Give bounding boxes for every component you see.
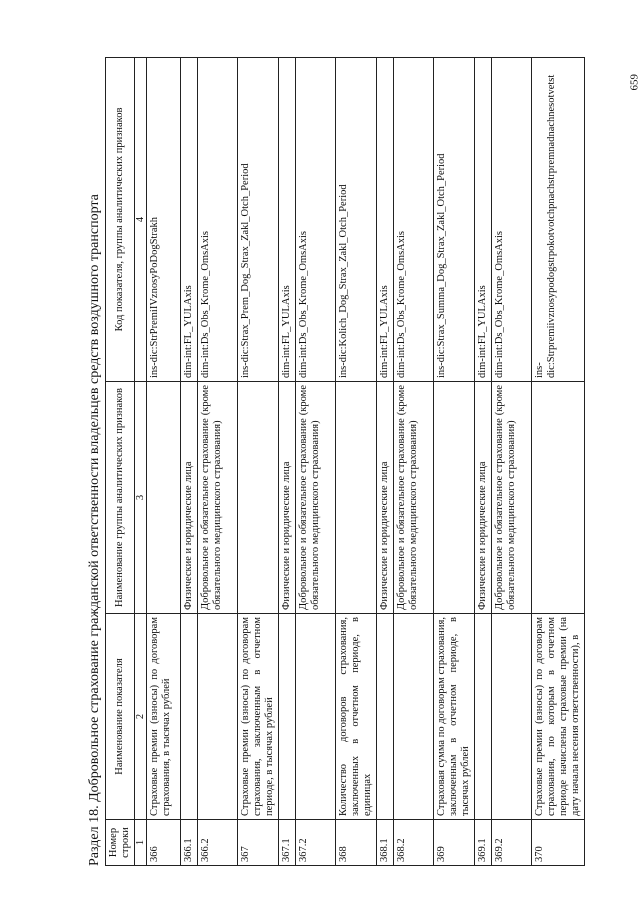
table-row — [492, 58, 532, 866]
row-number: 368.1 — [377, 820, 394, 866]
indicator-name: Страховая сумма по договорам страхования, заключенным в отчетном периоде, в тысячах рублей — [434, 614, 475, 820]
indicator-name — [377, 614, 394, 820]
table-row — [279, 58, 296, 866]
indicator-code: ins-dic:Strpremiivznosypodogstrpokotvotchpnachstrpremnadnachnesotvetst — [532, 58, 585, 382]
indicator-name: Страховые премии (взносы) по договорам страхования, заключенным в отчетном периоде, в тысячах рублей — [238, 614, 279, 820]
indicator-code: dim-int:FL_YULAxis — [181, 58, 198, 382]
header-group-name: Наименование группы аналитических признаков — [106, 382, 135, 614]
indicator-name — [492, 614, 532, 820]
indicator-code: ins-dic:Strax_Summa_Dog_Strax_Zakl_Otch_Period — [434, 58, 475, 382]
table-row — [296, 58, 336, 866]
indicator-code: ins-dic:StrPremiIVznosyPoDogStrakh — [147, 58, 181, 382]
document-sheet — [86, 58, 622, 866]
indicator-name — [296, 614, 336, 820]
indicator-name: Количество договоров страхования, заключенных в отчетном периоде, в единицах — [336, 614, 377, 820]
indicator-table — [105, 57, 585, 866]
row-number: 366.1 — [181, 820, 198, 866]
table-row — [181, 58, 198, 866]
header-code: Код показателя, группы аналитических признаков — [106, 58, 135, 382]
indicator-code: dim-int:Ds_Obs_Krome_OmsAxis — [296, 58, 336, 382]
indicator-name — [475, 614, 492, 820]
header-indicator-name: Наименование показателя — [106, 614, 135, 820]
group-name — [238, 382, 279, 614]
group-name: Добровольное и обязательное страхование (кроме обязательного медицинского страхования) — [296, 382, 336, 614]
indicator-code: ins-dic:Kolich_Dog_Strax_Zakl_Otch_Period — [336, 58, 377, 382]
group-name: Физические и юридические лица — [181, 382, 198, 614]
table-row — [434, 58, 475, 866]
group-name: Добровольное и обязательное страхование (кроме обязательного медицинского страхования) — [198, 382, 238, 614]
indicator-code: dim-int:Ds_Obs_Krome_OmsAxis — [394, 58, 434, 382]
group-name — [434, 382, 475, 614]
group-name: Добровольное и обязательное страхование (кроме обязательного медицинского страхования) — [492, 382, 532, 614]
indicator-code: ins-dic:Strax_Prem_Dog_Strax_Zakl_Otch_Period — [238, 58, 279, 382]
table-row — [377, 58, 394, 866]
column-number: 2 — [135, 614, 147, 820]
table-row — [336, 58, 377, 866]
row-number: 368.2 — [394, 820, 434, 866]
group-name: Физические и юридические лица — [475, 382, 492, 614]
indicator-name: Страховые премии (взносы) по договорам страхования, по которым в отчетном периоде начислены страховые премии (на дату начала несения ответственности), в — [532, 614, 585, 820]
indicator-code: dim-int:Ds_Obs_Krome_OmsAxis — [492, 58, 532, 382]
indicator-name — [394, 614, 434, 820]
group-name: Физические и юридические лица — [279, 382, 296, 614]
group-name: Физические и юридические лица — [377, 382, 394, 614]
indicator-code: dim-int:FL_YULAxis — [279, 58, 296, 382]
indicator-name — [198, 614, 238, 820]
table-row — [198, 58, 238, 866]
row-number: 367.2 — [296, 820, 336, 866]
row-number: 367 — [238, 820, 279, 866]
indicator-name: Страховые премии (взносы) по договорам страхования, в тысячах рублей — [147, 614, 181, 820]
indicator-name — [279, 614, 296, 820]
table-row — [238, 58, 279, 866]
indicator-code: dim-int:FL_YULAxis — [475, 58, 492, 382]
row-number: 368 — [336, 820, 377, 866]
indicator-name — [181, 614, 198, 820]
row-number: 369.2 — [492, 820, 532, 866]
row-number: 369 — [434, 820, 475, 866]
row-number: 369.1 — [475, 820, 492, 866]
header-row-number: Номер строки — [106, 820, 135, 866]
column-number: 3 — [135, 382, 147, 614]
page-number: 659 — [628, 74, 640, 91]
section-title: Раздел 18. Добровольное страхование гражданской ответственности владельцев средств воздушного транспорта — [87, 194, 102, 866]
row-number: 367.1 — [279, 820, 296, 866]
indicator-code: dim-int:Ds_Obs_Krome_OmsAxis — [198, 58, 238, 382]
group-name: Добровольное и обязательное страхование (кроме обязательного медицинского страхования) — [394, 382, 434, 614]
group-name — [147, 382, 181, 614]
indicator-code: dim-int:FL_YULAxis — [377, 58, 394, 382]
column-number-row — [135, 58, 147, 866]
row-number: 366 — [147, 820, 181, 866]
group-name — [532, 382, 585, 614]
table-row — [475, 58, 492, 866]
row-number: 370 — [532, 820, 585, 866]
table-row — [532, 58, 585, 866]
row-number: 366.2 — [198, 820, 238, 866]
table-header-row — [106, 58, 135, 866]
table-row — [394, 58, 434, 866]
group-name — [336, 382, 377, 614]
column-number: 1 — [135, 820, 147, 866]
column-number: 4 — [135, 58, 147, 382]
table-row — [147, 58, 181, 866]
